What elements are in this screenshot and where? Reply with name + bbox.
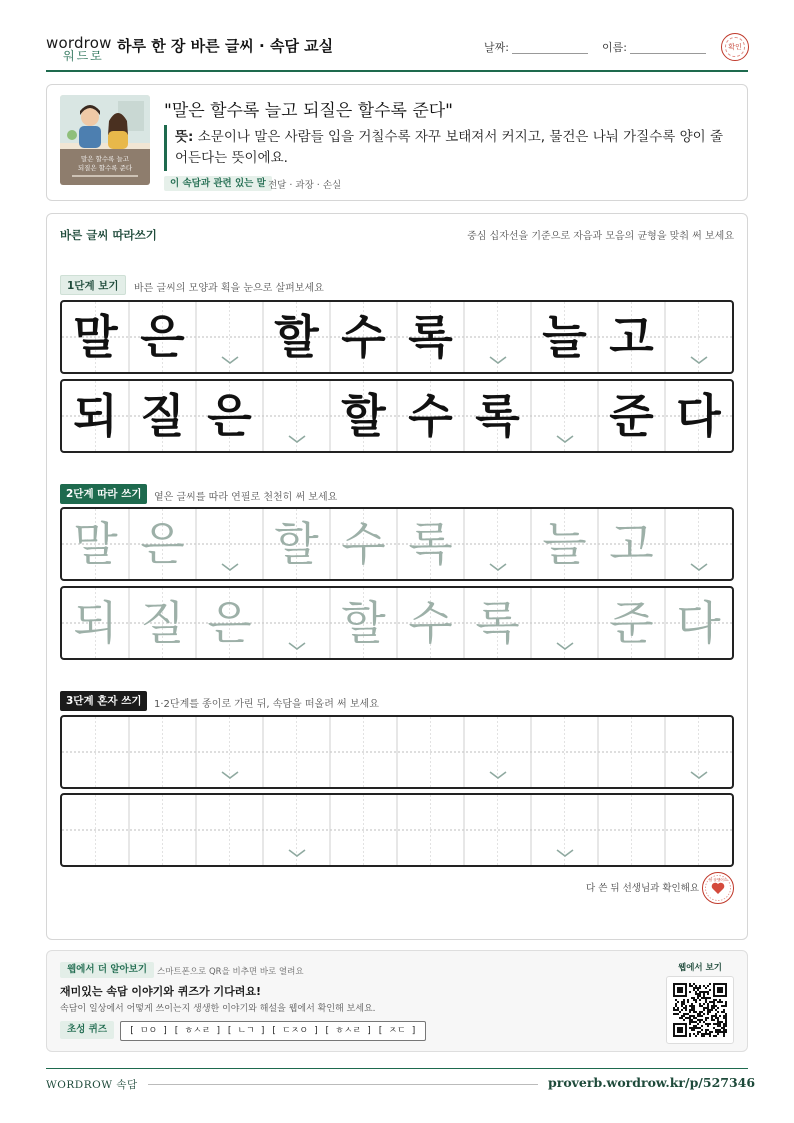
char-cell[interactable]: [129, 795, 196, 865]
good-job-stamp: [702, 872, 734, 904]
char-cell[interactable]: [464, 795, 531, 865]
proverb-quote: "말은 할수록 늘고 되질은 할수록 준다": [164, 101, 453, 121]
space-cell[interactable]: [531, 588, 598, 658]
char-cell[interactable]: 은: [140, 517, 185, 571]
space-cell[interactable]: [196, 509, 263, 579]
step1-badge: 1단계 보기: [60, 275, 126, 295]
footer-brand: WORDROW 속담: [46, 1079, 138, 1091]
char-cell[interactable]: 은: [207, 596, 252, 650]
char-cell[interactable]: [397, 717, 464, 787]
step3-hint: 1·2단계를 종이로 가린 뒤, 속담을 떠올려 써 보세요: [154, 699, 379, 710]
related-words: 전달 · 과장 · 손실: [268, 180, 342, 191]
char-cell[interactable]: [531, 717, 598, 787]
char-cell[interactable]: 고: [609, 517, 654, 571]
space-cell[interactable]: [531, 795, 598, 865]
meaning-accent-bar: [164, 125, 167, 171]
date-field[interactable]: [512, 53, 588, 54]
step2-line2[interactable]: [60, 586, 734, 660]
char-cell[interactable]: [598, 717, 665, 787]
footer-url[interactable]: proverb.wordrow.kr/p/527346: [548, 1075, 756, 1090]
space-cell[interactable]: [464, 717, 531, 787]
char-cell[interactable]: [330, 717, 397, 787]
space-cell[interactable]: [665, 717, 732, 787]
char-cell: 록: [475, 389, 520, 443]
qr-label: 웹에서 보기: [677, 963, 722, 973]
char-cell[interactable]: 록: [408, 517, 453, 571]
teacher-check-note: 다 쓴 뒤 선생님과 확인해요: [586, 883, 700, 894]
step3-line2[interactable]: [60, 793, 734, 867]
char-cell: 다: [676, 389, 721, 443]
char-cell[interactable]: 수: [341, 517, 386, 571]
char-cell[interactable]: [263, 717, 330, 787]
step2-line1[interactable]: [60, 507, 734, 581]
proverb-meaning: [175, 127, 735, 169]
char-cell[interactable]: [665, 795, 732, 865]
check-stamp: [721, 33, 749, 61]
char-cell: 고: [609, 310, 654, 364]
char-cell[interactable]: 늘: [542, 517, 587, 571]
char-cell[interactable]: [62, 717, 129, 787]
web-title: 재미있는 속담 이야기와 퀴즈가 기다려요!: [60, 985, 261, 998]
svg-text:되질은 할수록 준다: 되질은 할수록 준다: [77, 164, 133, 172]
svg-text:말은 할수록 늘고: 말은 할수록 늘고: [80, 155, 130, 163]
char-cell[interactable]: 할: [274, 517, 319, 571]
char-cell: 수: [408, 389, 453, 443]
char-cell: 질: [140, 389, 185, 443]
char-cell[interactable]: 되: [73, 596, 118, 650]
space-cell: [464, 302, 531, 372]
logo-text-korean: 워드로: [63, 49, 104, 63]
space-cell: [196, 302, 263, 372]
step3-badge: 3단계 혼자 쓰기: [60, 691, 147, 711]
step2-hint: 옅은 글씨를 따라 연필로 천천히 써 보세요: [154, 492, 338, 503]
char-cell[interactable]: [330, 795, 397, 865]
char-cell[interactable]: [62, 795, 129, 865]
step1-line2: [60, 379, 734, 453]
space-cell[interactable]: [665, 509, 732, 579]
char-cell[interactable]: 할: [341, 596, 386, 650]
space-cell[interactable]: [263, 795, 330, 865]
char-cell[interactable]: 록: [475, 596, 520, 650]
char-cell: 할: [341, 389, 386, 443]
space-cell[interactable]: [263, 588, 330, 658]
web-description: 속담이 일상에서 어떻게 쓰이는지 생생한 이야기와 해설을 웹에서 확인해 보세요.: [60, 1004, 376, 1014]
char-cell: 늘: [542, 310, 587, 364]
char-cell[interactable]: [598, 795, 665, 865]
char-cell[interactable]: 다: [676, 596, 721, 650]
char-cell[interactable]: 말: [73, 517, 118, 571]
char-cell: 은: [207, 389, 252, 443]
space-cell: [263, 381, 330, 451]
step1-hint: 바른 글씨의 모양과 획을 눈으로 살펴보세요: [134, 283, 324, 294]
meaning-label: 뜻:: [175, 129, 194, 145]
footer-divider: [46, 1068, 748, 1069]
web-more-badge: 웹에서 더 알아보기: [60, 962, 154, 978]
date-label: 날짜:: [484, 41, 509, 54]
initial-quiz-label: 초성 퀴즈: [60, 1021, 114, 1039]
proverb-illustration: [60, 95, 150, 185]
web-qr-hint: 스마트폰으로 QR을 비추면 바로 열려요: [157, 967, 304, 977]
step1-line1: [60, 300, 734, 374]
char-cell: 수: [341, 310, 386, 364]
wordrow-logo: [46, 34, 112, 64]
char-cell: 준: [609, 389, 654, 443]
space-cell[interactable]: [196, 717, 263, 787]
good-job-stamp-text: 참 잘했어요: [708, 878, 728, 882]
step2-badge: 2단계 따라 쓰기: [60, 484, 147, 504]
practice-title: 바른 글씨 따라쓰기: [60, 228, 157, 242]
char-cell: 록: [408, 310, 453, 364]
char-cell[interactable]: 질: [140, 596, 185, 650]
char-cell[interactable]: 준: [609, 596, 654, 650]
related-words-label: 이 속담과 관련 있는 말: [164, 176, 272, 191]
logo-text: wordrow: [46, 34, 112, 52]
space-cell: [531, 381, 598, 451]
char-cell: 할: [274, 310, 319, 364]
initial-quiz: [ ㅁㅇ ] [ ㅎㅅㄹ ] [ ㄴㄱ ] [ ㄷㅈㅇ ] [ ㅎㅅㄹ ] [ ㅈㄷ ]: [120, 1021, 426, 1041]
step3-line1[interactable]: [60, 715, 734, 789]
space-cell: [665, 302, 732, 372]
char-cell: 되: [73, 389, 118, 443]
char-cell: 말: [73, 310, 118, 364]
space-cell[interactable]: [464, 509, 531, 579]
footer-line: [148, 1084, 538, 1085]
char-cell[interactable]: [129, 717, 196, 787]
practice-hint: 중심 십자선을 기준으로 자음과 모음의 균형을 맞춰 써 보세요: [467, 231, 734, 242]
qr-code[interactable]: [666, 976, 734, 1044]
char-cell[interactable]: [196, 795, 263, 865]
char-cell[interactable]: [397, 795, 464, 865]
check-stamp-text: 확인: [728, 43, 742, 51]
meaning-text: 소문이나 말은 사람들 입을 거칠수록 자꾸 보태져서 커지고, 물건은 나눠 가질수록 양이 줄어든다는 뜻이에요.: [175, 129, 724, 166]
name-label: 이름:: [602, 41, 627, 54]
char-cell: 은: [140, 310, 185, 364]
header-divider: [46, 70, 748, 72]
char-cell[interactable]: 수: [408, 596, 453, 650]
name-field[interactable]: [630, 53, 706, 54]
page-title: 하루 한 장 바른 글씨 · 속담 교실: [117, 37, 334, 55]
